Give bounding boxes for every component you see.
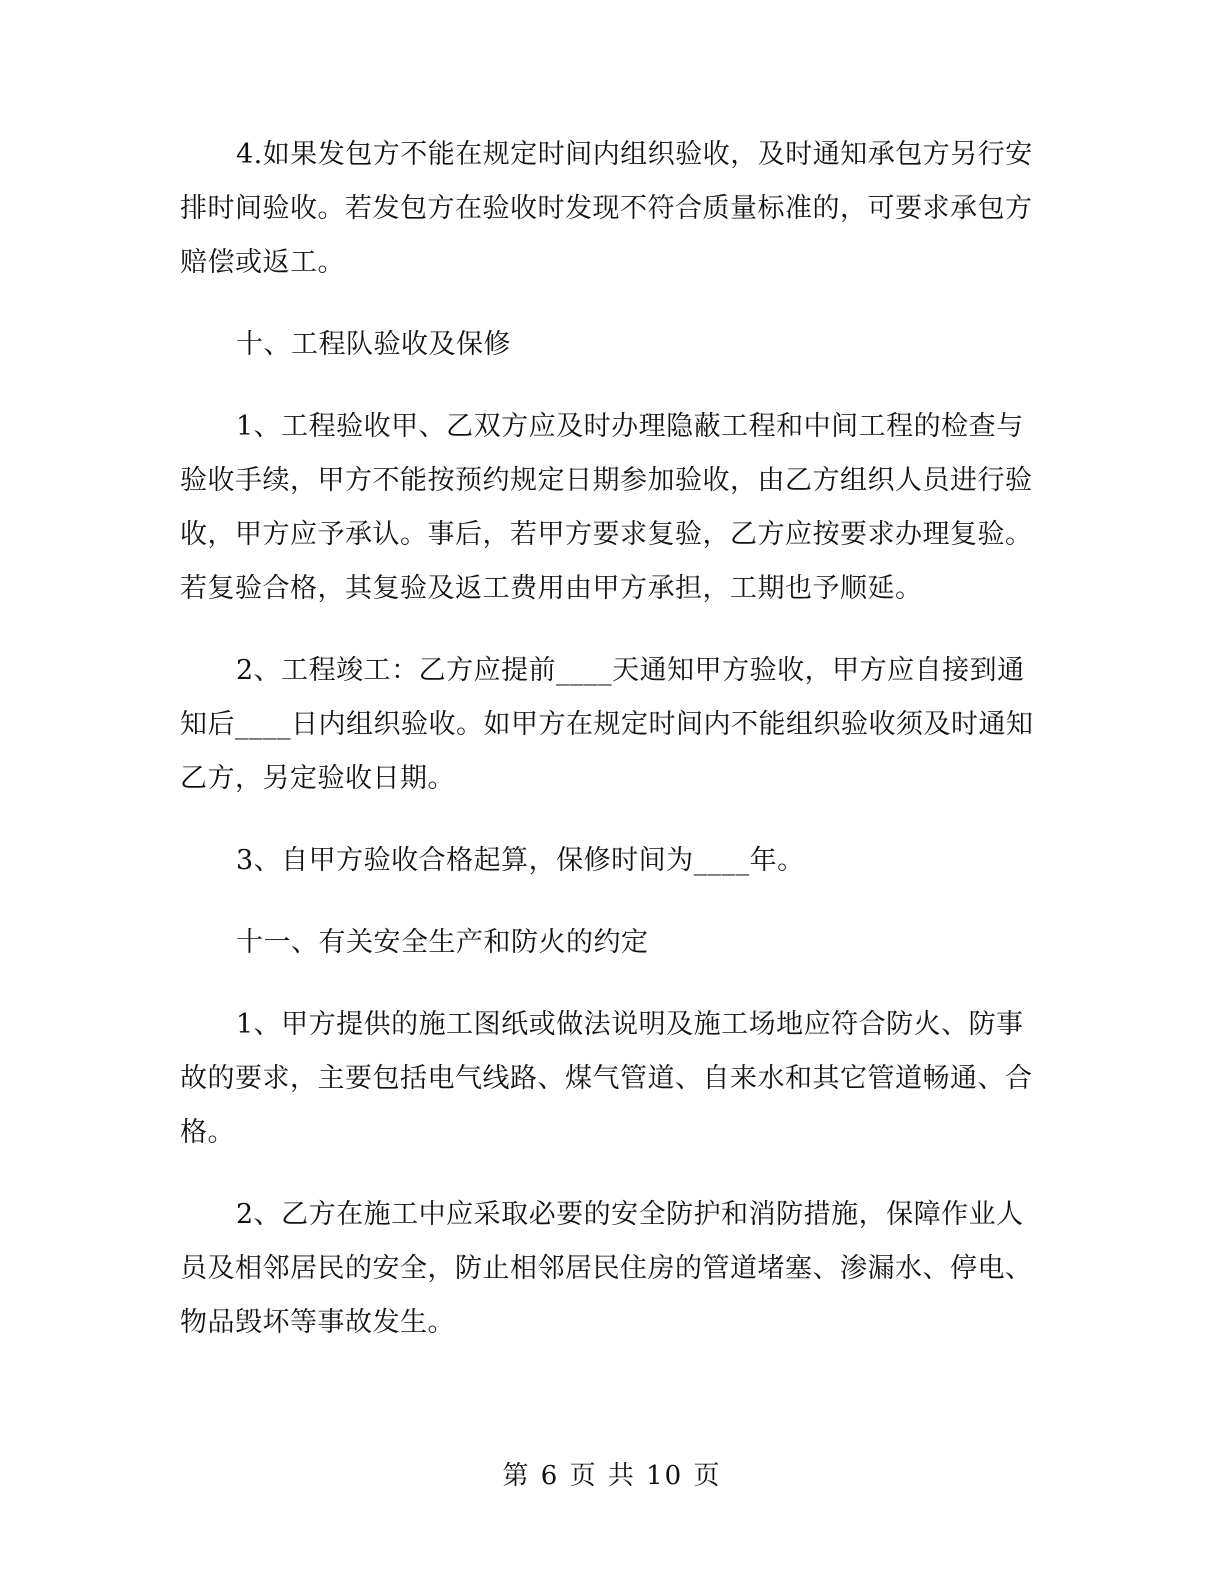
document-body	[180, 128, 1040, 1378]
paragraph-inspection-acceptance: 1、工程验收甲、乙双方应及时办理隐蔽工程和中间工程的检查与验收手续，甲方不能按预约规定日期参加验收，由乙方组织人员进行验收，甲方应予承认。事后，若甲方要求复验，乙方应按要求办理复验。若复验合格，其复验及返工费用由甲方承担，工期也予顺延。	[180, 411, 1033, 604]
paragraph-acceptance-notice: 4.如果发包方不能在规定时间内组织验收，及时通知承包方另行安排时间验收。若发包方在验收时发现不符合质量标准的，可要求承包方赔偿或返工。	[180, 139, 1033, 278]
page-number-footer: 第 6 页 共 10 页	[502, 1461, 722, 1491]
paragraph-safety-measures: 2、乙方在施工中应采取必要的安全防护和消防措施，保障作业人员及相邻居民的安全，防止相邻居民住房的管道堵塞、渗漏水、停电、物品毁坏等事故发生。	[180, 1199, 1033, 1338]
section-heading-acceptance-warranty: 十、工程队验收及保修	[236, 329, 511, 360]
section-heading-safety-fire: 十一、有关安全生产和防火的约定	[236, 927, 649, 958]
paragraph-warranty-period: 3、自甲方验收合格起算，保修时间为____年。	[236, 845, 805, 876]
paragraph-fire-requirements: 1、甲方提供的施工图纸或做法说明及施工场地应符合防火、防事故的要求，主要包括电气线路、煤气管道、自来水和其它管道畅通、合格。	[180, 1009, 1033, 1148]
paragraph-completion: 2、工程竣工：乙方应提前____天通知甲方验收，甲方应自接到通知后____日内组织验收。如甲方在规定时间内不能组织验收须及时通知乙方，另定验收日期。	[180, 655, 1034, 794]
